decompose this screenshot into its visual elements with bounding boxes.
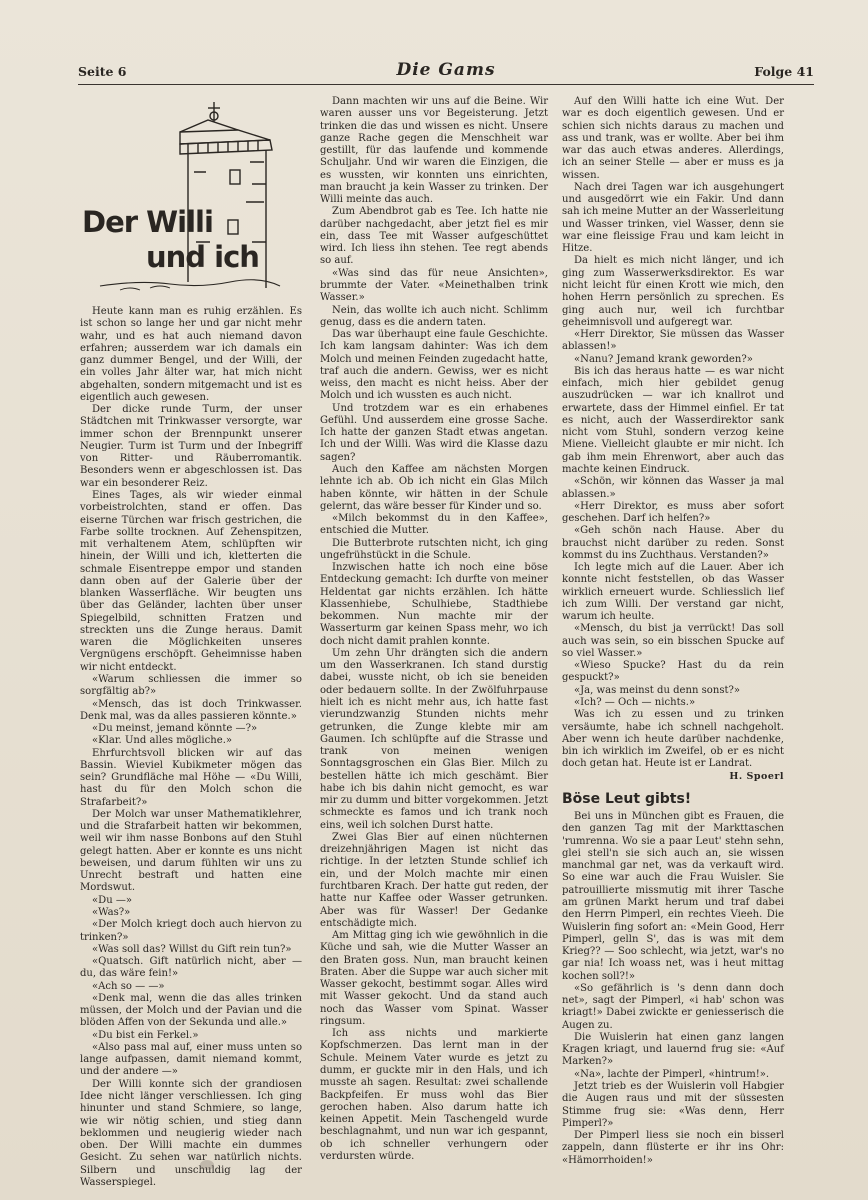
page-header	[78, 62, 814, 80]
paragraph: «Warum schliessen die immer so sorgfältig ab?»	[80, 673, 302, 698]
paragraph: Auf den Willi hatte ich eine Wut. Der war es doch eigentlich gewesen. Und er schien sich nichts daraus zu machen und ass und trank, was er wollte. Aber bei ihm war das auch etwas anderes. Allerdings, ich an seiner Stelle — aber er muss es ja wissen.	[562, 96, 784, 181]
paragraph: Ehrfurchtsvoll blicken wir auf das Bassin. Wieviel Kubikmeter mögen das sein? Grundfläche mal Höhe — «Du Willi, hast du für den Molch schon die Strafarbeit?»	[80, 747, 302, 808]
paragraph: «Klar. Und alles mögliche.»	[92, 735, 233, 747]
paragraph: «Schön, wir können das Wasser ja mal ablassen.»	[562, 476, 784, 500]
paragraph: «Mensch, du bist ja verrückt! Das soll auch was sein, so ein bisschen Spucke auf so viel Wasser.»	[562, 623, 784, 659]
paragraph: «Du bist ein Ferkel.»	[92, 1029, 199, 1041]
paragraph: «Ja, was meinst du denn sonst?»	[574, 684, 741, 696]
column-2	[320, 96, 548, 1162]
paragraph: «Ach so — —»	[92, 980, 165, 992]
paragraph: «Milch bekommst du in den Kaffee», entschied die Mutter.	[320, 513, 548, 537]
paragraph: Ich legte mich auf die Lauer. Aber ich konnte nicht feststellen, ob das Wasser wirklich erneuert wurde. Schliesslich lief ich zum Willi. Der verstand gar nicht, warum ich heulte.	[562, 562, 784, 623]
paragraph: «So gefährlich is 's denn dann doch net», sagt der Pimperl, «i hab' schon was kriagt!» Dabei zwickte er geniesserisch die Augen zu.	[562, 982, 784, 1031]
paragraph: «Was sind das für neue Ansichten», brummte der Vater. «Meinethalben trink Wasser.»	[320, 267, 548, 304]
paragraph: Ich ass nichts und markierte Kopfschmerzen. Das lernt man in der Schule. Meinem Vater wurde es jetzt zu dumm, er guckte mir in den Hals, und ich musste ah sagen. Resultat: zwei schallende Backpfeifen. Er muss wohl das Bier gerochen haben. Also darum hatte ich keinen Appetit. Mein Taschengeld wurde beschlagnahmt, und nun war ich gespannt, ob ich schneller verhungern oder verdursten würde.	[320, 1028, 548, 1162]
paragraph: Bei uns in München gibt es Frauen, die den ganzen Tag mit der Markttaschen 'rumrenna. Wo sie a paar Leut' stehn sehn, glei stell'n sie sich auch an, sie wissen manchmal gar net, was da verkauft wird. So eine war auch die Frau Wuisler. Sie patrouillierte missmutig mit ihrer Tasche am grünen Markt herum und traf dabei den Herrn Pimperl, ein rechtes Vieeh. Die Wuislerin fing sofort an: «Mein Good, Herr Pimperl, gelln S', das is was mit dem Krieg?? — Soo schlecht, wia jetzt, war's no gar nia! Ich woass net, was i heut mittag kochen soll?!»	[562, 811, 784, 982]
paragraph: «Ich? — Och — nichts.»	[574, 697, 696, 709]
paragraph: Bis ich das heraus hatte — es war nicht einfach, mich hier gebildet genug auszudrücken — war ich knallrot und erwartete, dass der Himmel einfiel. Er tat es nicht, auch der Wasserdirektor sank nicht vom Stuhl, sondern verzog keine Miene. Vielleicht glaubte er mir nicht. Ich gab ihm mein Ehrenwort, aber auch das machte keinen Eindruck.	[562, 365, 784, 475]
article2-title: Böse Leut gibts!	[562, 790, 692, 807]
paragraph: Jetzt trieb es der Wuislerin voll Habgier die Augen raus und mit der süssesten Stimme frug sie: «Was denn, Herr Pimperl?»	[562, 1080, 784, 1129]
paragraph: Und trotzdem war es ein erhabenes Gefühl. Und ausserdem eine grosse Sache. Ich hatte der ganzen Stadt etwas angetan. Ich und der Willi. Was wird die Klasse dazu sagen?	[320, 402, 548, 463]
column-1	[80, 306, 302, 1188]
paragraph: «Nanu? Jemand krank geworden?»	[574, 353, 753, 365]
article-title-line2: und ich	[146, 240, 259, 274]
paragraph: Dann machten wir uns auf die Beine. Wir waren ausser uns vor Begeisterung. Jetzt trinken die das und wissen es nicht. Unsere ganze Rache gegen die Menschheit war gestillt, für das laufende und kommende Schuljahr. Und wir waren die Einzigen, die es wussten, wir konnten uns einrichten, man braucht ja kein Wasser zu trinken. Der Willi meinte das auch.	[320, 96, 548, 206]
paragraph: Der Molch war unser Mathematiklehrer, und die Strafarbeit hatten wir bekommen, weil wir ihm nasse Bonbons auf den Stuhl gelegt hatten. Aber er konnte es uns nicht beweisen, und darum fühlten wir uns zu Unrecht bestraft und hatten eine Mordswut.	[80, 808, 302, 894]
paragraph: Heute kann man es ruhig erzählen. Es ist schon so lange her und gar nicht mehr wahr, und es hat auch niemand davon erfahren; ausserdem war ich damals ein ganz dummer Bengel, und der Willi, der ein volles Jahr älter war, hat mich nicht abgehalten, sondern mitgemacht und ist es eigentlich auch gewesen.	[80, 306, 302, 403]
paragraph: Die Butterbrote rutschten nicht, ich ging ungefrühstückt in die Schule.	[320, 537, 548, 561]
paragraph: «Denk mal, wenn die das alles trinken müssen, der Molch und der Pavian und die blöden Affen von der Sekunda und alle.»	[80, 992, 302, 1029]
paragraph: «Was?»	[92, 907, 131, 919]
paragraph: Der Pimperl liess sie noch ein bisserl zappeln, dann flüsterte er ihr ins Ohr: «Hämorrhoiden!»	[562, 1130, 784, 1166]
paragraph: «Herr Direktor, es muss aber sofort geschehen. Darf ich helfen?»	[562, 500, 784, 525]
paragraph: Der Willi konnte sich der grandiosen Idee nicht länger verschliessen. Ich ging hinunter und stand Schmiere, so lange, wie wir nötig schien, und stieg dann beklommen und neugierig wieder nach oben. Der Willi machte ein dummes Gesicht. Zu sehen war natürlich nichts. Silbern und unschuldig lag der Wasserspiegel.	[80, 1078, 302, 1188]
paragraph: «Geh schön nach Hause. Aber du brauchst nicht darüber zu reden. Sonst kommst du ins Zuchthaus. Verstanden?»	[562, 525, 784, 561]
paragraph: Am Mittag ging ich wie gewöhnlich in die Küche und sah, wie die Mutter Wasser an den Braten goss. Nun, man braucht keinen Braten. Aber die Suppe war auch sicher mit Wasser gekocht, bestimmt sogar. Alles wird mit Wasser gekocht. Und da stand auch noch das Wasser vom Spinat. Wasser ringsum.	[320, 930, 548, 1027]
issue-number: Folge 41	[754, 64, 814, 79]
paragraph: Eines Tages, als wir wieder einmal vorbeistrolchten, stand er offen. Das eiserne Türchen war frisch gestrichen, die Farbe sollte trocknen. Auf Zehenspitzen, mit verhaltenem Atem, schlüpften wir hinein, der Willi und ich, kletterten die schmale Eisentreppe empor und standen dann oben auf der Galerie über der blanken Wasserfläche. Wir beugten uns über das Geländer, lachten über unser Spiegelbild, schnitten Fratzen und streckten uns die Zunge heraus. Damit waren die Möglichkeiten unseres Vergnügens erschöpft. Geheimnisse haben wir nicht entdeckt.	[80, 489, 302, 673]
paragraph: Nach drei Tagen war ich ausgehungert und ausgedörrt wie ein Fakir. Und dann sah ich meine Mutter an der Wasserleitung und Wasser trinken, viel Wasser, denn sie war eine fleissige Frau und kam leicht in Hitze.	[562, 181, 784, 255]
paragraph: Um zehn Uhr drängten sich die andern um den Wasserkranen. Ich stand durstig dabei, wusste nicht, ob ich sie beneiden oder bedauern sollte. In der Zwölfuhrpause hielt ich es nicht mehr aus, ich hatte fast vierundzwanzig Stunden nichts mehr getrunken, die Zunge klebte mir am Gaumen. Ich schlüpfte auf die Strasse und trank von meinen wenigen Sonntagsgroschen ein Glas Bier. Milch zu bestellen hätte ich mich geschämt. Bier habe ich bis dahin nicht gemocht, es war mir zu dumm und bitter vorgekommen. Jetzt schmeckte es famos und ich trank noch eins, weil ich solchen Durst hatte.	[320, 647, 548, 831]
paragraph: Da hielt es mich nicht länger, und ich ging zum Wasserwerksdirektor. Es war nicht leicht für einen Krott wie mich, den hohen Herrn persönlich zu sprechen. Es ging auch nur, weil ich furchtbar geheimnisvoll und aufgeregt war.	[562, 255, 784, 328]
paragraph: «Mensch, das ist doch Trinkwasser. Denk mal, was da alles passieren könnte.»	[80, 698, 302, 722]
paper-smudge	[200, 1160, 214, 1170]
paragraph: Zum Abendbrot gab es Tee. Ich hatte nie darüber nachgedacht, aber jetzt fiel es mir ein, dass Tee mit Wasser aufgeschüttet wird. Ich liess ihn stehen. Tee regt abends so auf.	[320, 206, 548, 267]
paragraph: «Also pass mal auf, einer muss unten so lange aufpassen, damit niemand kommt, und der andere —»	[80, 1041, 302, 1078]
paragraph: Der dicke runde Turm, der unser Städtchen mit Trinkwasser versorgte, war immer schon der Brennpunkt unserer Neugier. Turm ist Turm und der Inbegriff von Ritter- und Räuberromantik. Besonders wenn er abgeschlossen ist. Das war ein besonderer Reiz.	[80, 404, 302, 489]
paragraph: Die Wuislerin hat einen ganz langen Kragen kriagt, und lauernd frug sie: «Auf Marken?»	[562, 1031, 784, 1068]
column-3	[562, 96, 784, 1166]
page-number: Seite 6	[78, 64, 127, 79]
paragraph: Auch den Kaffee am nächsten Morgen lehnte ich ab. Ob ich nicht ein Glas Milch haben könnte, wir hätten in der Schule gelernt, das wäre besser für Kinder und so.	[320, 463, 548, 512]
paragraph: «Was soll das? Willst du Gift rein tun?»	[92, 943, 292, 955]
paragraph: «Herr Direktor, Sie müssen das Wasser ablassen!»	[562, 329, 784, 353]
paragraph: Das war überhaupt eine faule Geschichte. Ich kam langsam dahinter: Was ich dem Molch und meinen Feinden zugedacht hatte, traf auch die andern. Gewiss, wer es nicht weiss, den macht es nicht heiss. Aber der Molch und ich wussten es auch nicht.	[320, 329, 548, 402]
paragraph: «Du —»	[92, 894, 133, 906]
paragraph: «Wieso Spucke? Hast du da rein gespuckt?»	[562, 660, 784, 684]
author-signature: H. Spoerl	[729, 770, 784, 782]
paragraph: Was ich zu essen und zu trinken versäumte, habe ich schnell nachgeholt. Aber wenn ich heute darüber nachdenke, bin ich wirklich im Zweifel, ob er es nicht doch getan hat. Heute ist er Landrat.	[562, 709, 784, 770]
paragraph: «Der Molch kriegt doch auch hiervon zu trinken?»	[80, 919, 302, 943]
paragraph: «Du meinst, jemand könnte —?»	[92, 723, 258, 735]
header-rule	[78, 84, 814, 85]
paragraph: «Quatsch. Gift natürlich nicht, aber — du, das wäre fein!»	[80, 956, 302, 980]
newspaper-title: Die Gams	[396, 60, 496, 80]
paragraph: Nein, das wollte ich auch nicht. Schlimm genug, dass es die andern taten.	[320, 304, 548, 328]
paragraph: Zwei Glas Bier auf einen nüchternen dreizehnjährigen Magen ist nicht das richtige. In der letzten Stunde schlief ich ein, und der Molch machte mir einen furchtbaren Krach. Der hatte gut reden, der hatte nur Kaffee oder Wasser getrunken. Aber was für Wasser! Der Gedanke entschädigte mich.	[320, 831, 548, 929]
paragraph: Inzwischen hatte ich noch eine böse Entdeckung gemacht: Ich durfte von meiner Heldentat gar nichts erzählen. Ich hätte Klassenhiebe, Schulhiebe, Stadthiebe bekommen. Nun machte mir der Wasserturm gar keinen Spass mehr, wo ich doch nicht damit prahlen konnte.	[320, 562, 548, 647]
paragraph: «Na», lachte der Pimperl, «hintrum!».	[574, 1068, 770, 1080]
article-title-line1: Der Willi	[82, 205, 213, 239]
